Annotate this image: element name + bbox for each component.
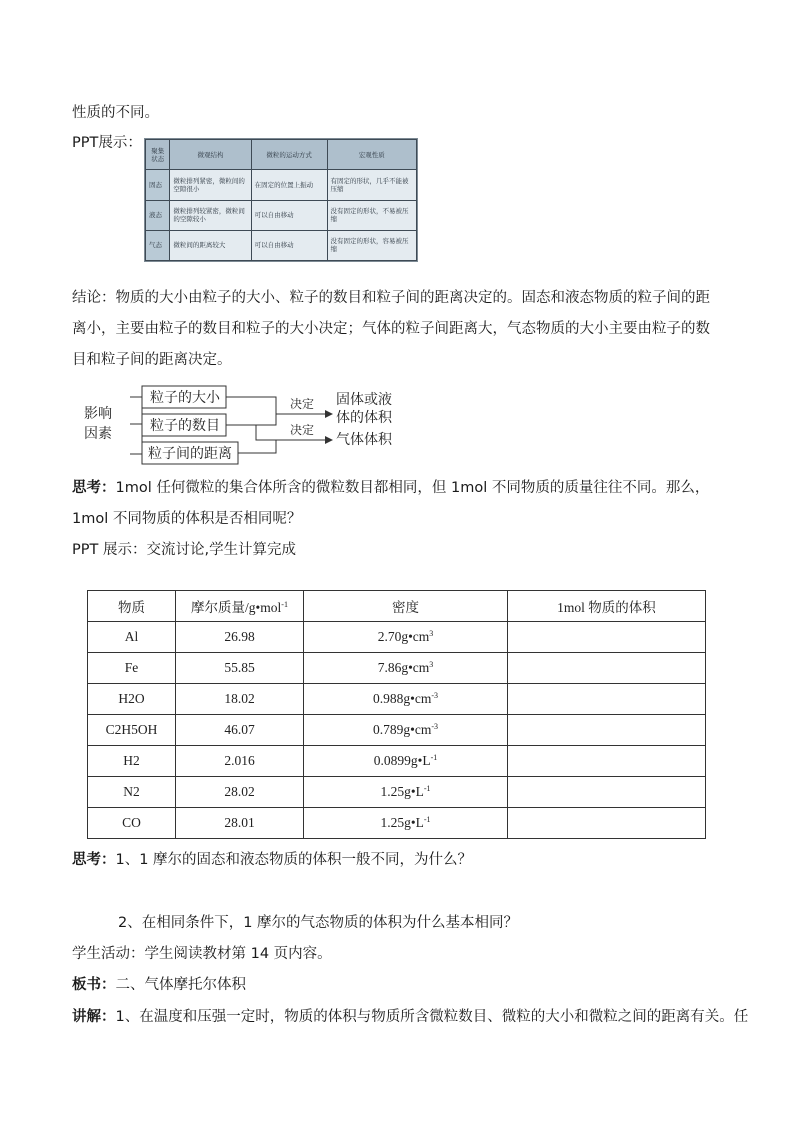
cell-density: $0.988g•cm^{-3}$ <box>304 684 508 715</box>
cell-volume-input[interactable] <box>508 777 706 808</box>
ppt-cell: 有固定的形状，几乎不能被压缩 <box>327 170 416 200</box>
header-volume: 1mol 物质的体积 <box>508 591 706 622</box>
cell-density: $2.70g•cm^3$ <box>304 622 508 653</box>
cell-volume-input[interactable] <box>508 746 706 777</box>
influence-diagram <box>80 382 420 468</box>
table-row <box>88 777 706 808</box>
table-row <box>88 622 706 653</box>
ppt-label-2: PPT 展示：交流讨论,学生计算完成 <box>72 542 297 558</box>
cell-molar-mass: 18.02 <box>176 684 304 715</box>
ppt-table-row <box>146 230 417 260</box>
header-molar-mass: 摩尔质量/g•mol$^{-1}$ <box>176 591 304 622</box>
cell-density: $0.789g•cm^{-3}$ <box>304 715 508 746</box>
think-question-1: 1、1 摩尔的固态和液态物质的体积一般不同，为什么？ <box>115 852 473 868</box>
cell-substance: CO <box>88 808 176 839</box>
lecture-paragraph <box>72 1007 748 1027</box>
bracket-line <box>130 397 142 454</box>
think-label: 思考： <box>72 852 116 868</box>
think-paragraph-2 <box>72 850 472 870</box>
cell-molar-mass: 26.98 <box>176 622 304 653</box>
cell-density: $7.86g•cm^3$ <box>304 653 508 684</box>
ppt-cell: 气态 <box>146 230 170 260</box>
ppt-cell: 可以自由移动 <box>251 200 327 230</box>
ppt-table-row <box>146 200 417 230</box>
cell-density: $1.25g•L^{-1}$ <box>304 777 508 808</box>
ppt-cell: 没有固定的形状，不易被压缩 <box>327 200 416 230</box>
factor-box-distance-label: 粒子间的距离 <box>148 446 232 462</box>
diagram-left-label: 影响 <box>84 406 112 422</box>
factor-box-count-label: 粒子的数目 <box>150 418 220 434</box>
cell-volume-input[interactable] <box>508 622 706 653</box>
ppt-cell: 没有固定的形状，容易被压缩 <box>327 230 416 260</box>
think-label: 思考： <box>72 480 116 496</box>
result-gas: 气体体积 <box>336 432 392 448</box>
ppt-table-header <box>146 140 417 170</box>
cell-substance: H2 <box>88 746 176 777</box>
cell-substance: C2H5OH <box>88 715 176 746</box>
table-row <box>88 653 706 684</box>
ppt-cell: 固态 <box>146 170 170 200</box>
arrow-label-decide-1: 决定 <box>290 397 315 411</box>
cell-molar-mass: 28.02 <box>176 777 304 808</box>
conclusion-paragraph: 结论：物质的大小由粒子的大小、粒子的数目和粒子间的距离决定的。固态和液态物质的粒子间的距离小，主要由粒子的数目和粒子的大小决定；气体的粒子间距离大，气态物质的大小主要由粒子的数目和粒子间的距离决定。 <box>72 290 710 368</box>
result-solid-liquid: 固体或液 <box>336 392 392 408</box>
lecture-text: 1、在温度和压强一定时，物质的体积与物质所含微粒数目、微粒的大小和微粒之间的距离有关。任 <box>115 1009 749 1025</box>
cell-substance: H2O <box>88 684 176 715</box>
ppt-cell: 液态 <box>146 200 170 230</box>
think-paragraph-1 <box>72 473 722 535</box>
factor-box-size-label: 粒子的大小 <box>150 390 220 406</box>
header-density: 密度 <box>304 591 508 622</box>
result-solid-liquid: 体的体积 <box>336 410 392 426</box>
ppt-cell: 在固定的位置上振动 <box>251 170 327 200</box>
cell-volume-input[interactable] <box>508 684 706 715</box>
ppt-photo-table <box>144 138 418 262</box>
ppt-header-cell: 微观结构 <box>170 140 251 170</box>
ppt-cell: 微粒间的距离较大 <box>170 230 251 260</box>
table-row <box>88 715 706 746</box>
table-row <box>88 746 706 777</box>
cell-volume-input[interactable] <box>508 808 706 839</box>
ppt-header-cell: 微粒的运动方式 <box>251 140 327 170</box>
cell-molar-mass: 28.01 <box>176 808 304 839</box>
cell-density: $1.25g•L^{-1}$ <box>304 808 508 839</box>
ppt-cell: 可以自由移动 <box>251 230 327 260</box>
ppt-header-cell: 宏观性质 <box>327 140 416 170</box>
table-header-row <box>88 591 706 622</box>
cell-substance: Al <box>88 622 176 653</box>
cell-molar-mass: 55.85 <box>176 653 304 684</box>
ppt-label-1: PPT展示： <box>72 135 142 151</box>
ppt-cell: 微粒排列较紧密，微粒间的空隙较小 <box>170 200 251 230</box>
board-note <box>72 975 246 995</box>
cell-volume-input[interactable] <box>508 715 706 746</box>
diagram-left-label: 因素 <box>84 426 112 442</box>
molar-volume-table <box>87 590 706 839</box>
header-substance: 物质 <box>88 591 176 622</box>
table-row <box>88 684 706 715</box>
board-label: 板书： <box>72 977 116 993</box>
intro-line: 性质的不同。 <box>72 105 159 121</box>
ppt-table-row <box>146 170 417 200</box>
student-activity: 学生活动：学生阅读教材第 14 页内容。 <box>72 946 332 962</box>
cell-molar-mass: 46.07 <box>176 715 304 746</box>
board-text: 二、气体摩托尔体积 <box>115 977 246 993</box>
cell-substance: Fe <box>88 653 176 684</box>
ppt-cell: 微粒排列紧密，微粒间的空隙很小 <box>170 170 251 200</box>
think-question-2: 2、在相同条件下，1 摩尔的气态物质的体积为什么基本相同？ <box>118 915 519 931</box>
table-row <box>88 808 706 839</box>
cell-substance: N2 <box>88 777 176 808</box>
cell-density: $0.0899g•L^{-1}$ <box>304 746 508 777</box>
lecture-label: 讲解： <box>72 1009 116 1025</box>
arrow-label-decide-2: 决定 <box>290 423 315 437</box>
cell-volume-input[interactable] <box>508 653 706 684</box>
cell-molar-mass: 2.016 <box>176 746 304 777</box>
think-text: 1mol 任何微粒的集合体所含的微粒数目都相同，但 1mol 不同物质的质量往往不同。那么，1mol 不同物质的体积是否相同呢？ <box>72 480 710 527</box>
ppt-header-cell: 聚集状态 <box>146 140 170 170</box>
